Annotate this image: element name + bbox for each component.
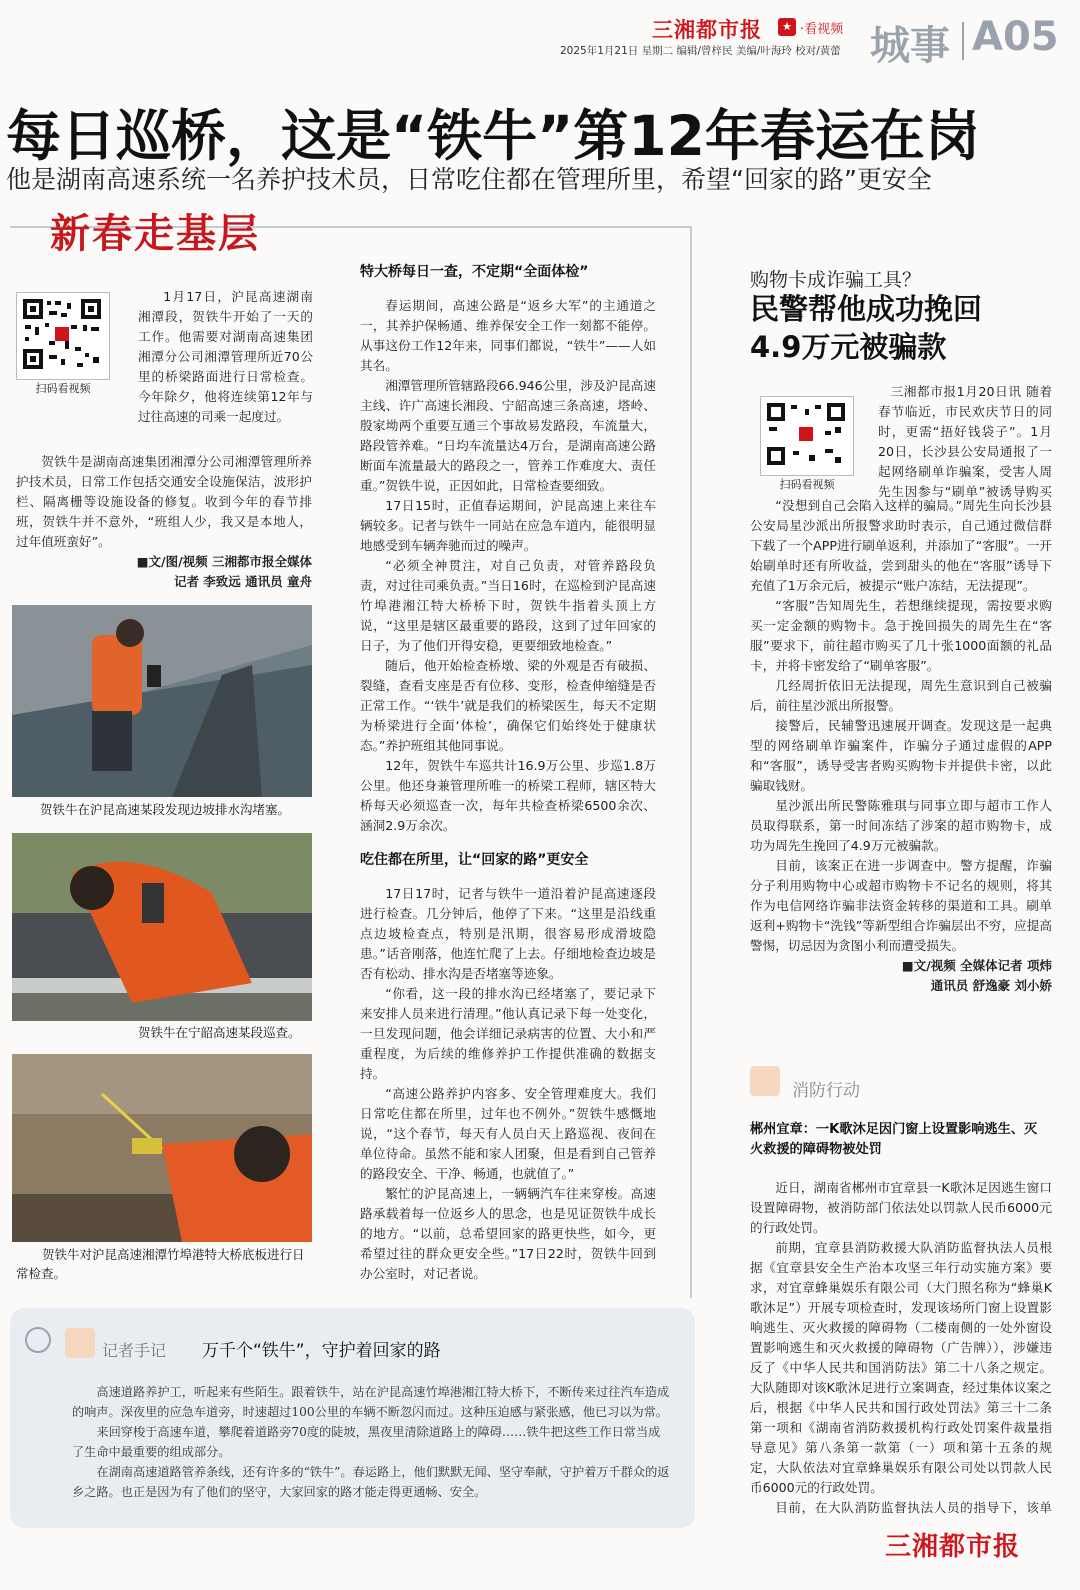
fraud-paragraph: “没想到自己会陷入这样的骗局。”周先生向长沙县公安局星沙派出所报警求助时表示，自己通过微信群下载了一个APP进行刷单返利，并添加了“客服”。一开始刷单时还有所收益，尝到甜头的他在“客服”诱导下充值了1万余元后，被提示“账户冻结，无法提现”。 xyxy=(750,498,1052,593)
fraud-title-line-2: 4.9万元被骗款 xyxy=(750,330,947,364)
fire-body xyxy=(750,1178,1052,1518)
fraud-body xyxy=(750,496,1052,996)
fraud-kicker: 购物卡成诈骗工具？ xyxy=(750,269,922,291)
worker-slope-photo-icon xyxy=(12,605,312,797)
body-paragraph: 湘潭管理所管辖路段66.946公里，涉及沪昆高速主线、许广高速长湘段、宁韶高速三条高速，塔岭、殷家坳两个重要互通三个事故易发路段，车流量大，路段管养难。“日均车流量达4万台，是湖南高速公路断面车流量最大的路段之一，管养工作难度大、责任重。”贺铁牛说，正因如此，日常检查要细致。 xyxy=(360,378,656,493)
body-paragraph: “必须全神贯注，对自己负责，对管养路段负责，对过往司乘负责。”当日16时，在巡检到沪昆高速竹埠港湘江特大桥桥下时，贺铁牛指着头顶上方说，“这里是辖区最重要的路段，这到了过年回家的日子，为了他们开得安稳，更要细致地检查。” xyxy=(360,558,656,653)
feature-byline: ■文/图/视频 三湘都市报全媒体 xyxy=(136,554,312,569)
newspaper-brand: 三湘都市报 xyxy=(652,18,762,42)
body-paragraph: 17日15时，正值春运期间，沪昆高速上来往车辆较多。记者与铁牛一同站在应急车道内，能很明显地感受到车辆奔驰而过的噪声。 xyxy=(360,498,656,553)
photo-patrol xyxy=(12,833,312,1021)
headline: 每日巡桥，这是“铁牛”第12年春运在岗 xyxy=(6,104,980,168)
photo-bridge xyxy=(12,1054,312,1242)
notes-body xyxy=(72,1382,672,1502)
fire-title: 郴州宜章：一K歌沐足因门窗上设置影响逃生、灭火救援的障碍物被处罚 xyxy=(750,1122,1038,1157)
fraud-paragraph: 几经周折依旧无法提现，周先生意识到自己被骗后，前往星沙派出所报警。 xyxy=(750,678,1052,713)
fraud-paragraph: 星沙派出所民警陈雅琪与同事立即与超市工作人员取得联系，第一时间冻结了涉案的超市购物卡，成功为周先生挽回了4.9万元被骗款。 xyxy=(750,798,1052,853)
fire-paragraph: 目前，在大队消防监督执法人员的指导下，该单 xyxy=(775,1500,1052,1515)
section-name: 城事 xyxy=(870,22,950,69)
worker-bridge-photo-icon xyxy=(12,1054,312,1242)
fraud-paragraph: 接警后，民辅警迅速展开调查。发现这是一起典型的网络刷单诈骗案件，诈骗分子通过虚假的APP和“客服”，诱导受害者购买购物卡并提供卡密，以此骗取钱财。 xyxy=(750,718,1052,793)
subheadline: 他是湖南高速系统一名养护技术员，日常吃住都在管理所里，希望“回家的路”更安全 xyxy=(6,165,932,194)
fraud-byline: ■文/视频 全媒体记者 项炜 xyxy=(901,958,1052,973)
notes-paragraph: 高速道路养护工，听起来有些陌生。跟着铁牛，站在沪昆高速竹埠港湘江特大桥下，不断传来过往汽车造成的响声。深夜里的应急车道旁，时速超过100公里的车辆不断忽闪而过。这种压迫感与紧张感，他已习以为常。 xyxy=(72,1385,670,1419)
dateline: 2025年1月21日 星期二 编辑/曾梓民 美编/叶海玲 校对/黄蕾 xyxy=(560,45,841,57)
fraud-title-line-1: 民警帮他成功挽回 xyxy=(750,292,983,326)
notes-pin-icon xyxy=(18,1320,58,1360)
qr-code-icon xyxy=(21,297,103,371)
page-number: A05 xyxy=(972,14,1059,60)
brand-logo-icon: ★ xyxy=(778,18,796,36)
body-paragraph: 春运期间，高速公路是“返乡大军”的主通道之一，其养护保畅通、维养保安全工作一刻都不能停。从事这份工作12年来，同事们都说，“铁牛”——人如其名。 xyxy=(360,298,656,373)
body-paragraph: 繁忙的沪昆高速上，一辆辆汽车往来穿梭。高速路承载着每一位返乡人的思念，也是见证贺铁牛成长的地方。“以前，总希望回家的路更快些，如今，更希望过往的群众更安全些。”17日22时，贺铁牛回到办公室时，对记者说。 xyxy=(360,1186,656,1281)
reporter-notes xyxy=(10,1308,695,1528)
video-label: ·看视频 xyxy=(800,22,844,37)
feature-banner: 新春走基层 xyxy=(50,210,260,257)
qr-label: 扫码看视频 xyxy=(779,478,835,491)
feature-lead-top xyxy=(138,287,313,427)
fraud-qr-block[interactable] xyxy=(760,396,854,492)
body-paragraph: 12年，贺铁牛车巡共计16.9万公里、步巡1.8万公里。他还身兼管理所唯一的桥梁工程师，辖区特大桥每天必须巡查一次，每年共检查桥梁6500余次、涵洞2.9万余次。 xyxy=(360,758,656,833)
feature-lead-bottom xyxy=(16,452,312,592)
body-paragraph: “你看，这一段的排水沟已经堵塞了，要记录下来安排人员来进行清理。”他认真记录下每一处变化，一旦发现问题，他会详细记录病害的位置、大小和严重程度，为后续的维修养护工作提供准确的数据支持。 xyxy=(360,986,656,1081)
masthead xyxy=(560,10,1075,69)
lead-paragraph-2: 贺铁牛是湖南高速集团湘潭分公司湘潭管理所养护技术员，日常工作包括交通安全设施保洁，波形护栏、隔离栅等设施设备的修复。收到今年的春节排班，贺铁牛并不意外，“班组人少，我又是本地人，过年值班蛮好”。 xyxy=(16,454,312,549)
footer-logo: 三湘都市报 xyxy=(885,1532,1021,1562)
qr-code[interactable] xyxy=(760,396,854,476)
qr-code-icon xyxy=(765,401,847,467)
fraud-byline-2: 通讯员 舒逸豪 刘小娇 xyxy=(930,978,1052,993)
notes-paragraph: 来回穿梭于高速车道，攀爬着道路旁70度的陡坡，黑夜里清除道路上的障碍……铁牛把这些工作日常当成了生命中最重要的组成部分。 xyxy=(72,1425,661,1459)
notes-paragraph: 在湖南高速道路管养条线，还有许多的“铁牛”。春运路上，他们默默无闻、坚守奉献，守护着万千群众的返乡之路。也正是因为有了他们的坚守，大家回家的路才能走得更通畅、安全。 xyxy=(72,1465,670,1499)
section-title-1: 特大桥每日一查，不定期“全面体检” xyxy=(360,264,589,280)
lead-paragraph: 1月17日，沪昆高速湖南湘潭段，贺铁牛开始了一天的工作。他需要对湖南高速集团湘潭分公司湘潭管理所近70公里的桥梁路面进行日常检查。今年除夕，他将连续第12年与过往高速的司乘一起度过。 xyxy=(138,289,313,424)
notes-title: 记者手记 xyxy=(102,1341,167,1360)
fire-tag-icon xyxy=(750,1066,780,1096)
qr-label: 扫码看视频 xyxy=(35,382,91,395)
fire-paragraph: 近日，湖南省郴州市宜章县一K歌沐足因逃生窗口设置障碍物，被消防部门依法处以罚款人民币6000元的行政处罚。 xyxy=(750,1180,1052,1235)
caption-3: 贺铁牛对沪昆高速湘潭竹埠港特大桥底板进行日常检查。 xyxy=(16,1247,305,1281)
feature-byline-2: 记者 李致远 通讯员 童舟 xyxy=(173,574,312,589)
fraud-paragraph: 目前，该案正在进一步调查中。警方提醒，诈骗分子利用购物中心或超市购物卡不记名的规则，将其作为电信网络诈骗非法资金转移的渠道和工具。刷单返利+购物卡“洗钱”等新型组合诈骗层出不穷，应提高警惕，切忌因为贪图小利而遭受损失。 xyxy=(750,858,1052,953)
photo-drainage xyxy=(12,605,312,797)
worker-guardrail-photo-icon xyxy=(12,833,312,1021)
caption-1: 贺铁牛在沪昆高速某段发现边坡排水沟堵塞。 xyxy=(40,802,291,817)
section-divider xyxy=(962,22,964,60)
body-paragraph: 17日17时，记者与铁牛一道沿着沪昆高速逐段进行检查。几分钟后，他停了下来。“这里是沿线重点边坡检查点，特别是汛期，很容易形成滑坡隐患。”话音刚落，他连忙爬了上去。仔细地检查边坡是否有松动、排水沟是否堵塞等迹象。 xyxy=(360,886,656,981)
notes-heading: 万千个“铁牛”，守护着回家的路 xyxy=(202,1341,441,1361)
fraud-paragraph: “客服”告知周先生，若想继续提现，需按要求购买一定金额的购物卡。急于挽回损失的周先生在“客服”要求下，前往超市购买了几十张1000面额的礼品卡，并将卡密发给了“刷单客服”。 xyxy=(750,598,1052,673)
fraud-lead: 三湘都市报1月20日讯 随着春节临近，市民欢庆节日的同时，更需“捂好钱袋子”。1月20日，长沙县公安局通报了一起网络刷单诈骗案，受害人周先生因参与“刷单”被诱导购买 xyxy=(878,384,1052,498)
fire-paragraph: 前期，宜章县消防救援大队消防监督执法人员根据《宜章县安全生产治本攻坚三年行动实施方案》要求，对宜章蜂巢娱乐有限公司（大门照名称为“蜂巢K歌沐足”）开展专项检查时，发现该场所门窗上设置影响逃生、灭火救援的障碍物（二楼南侧的一处外窗设置影响逃生和灭火救援的障碍物（广告牌）），涉嫌违反了《中华人民共和国消防法》第二十八条之规定。大队随即对该K歌沐足进行立案调查，经过集体议案之后，根据《中华人民共和国行政处罚法》第三十二条第一项和《湖南省消防救援机构行政处罚案件裁量指导意见》第八条第一款第（一）项和第十五条的规定，大队依法对宜章蜂巢娱乐有限公司处以罚款人民币6000元的行政处罚。 xyxy=(750,1240,1052,1495)
feature-qr-block[interactable] xyxy=(16,292,110,396)
body-paragraph: “高速公路养护内容多、安全管理难度大。我们日常吃住都在所里，过年也不例外。”贺铁牛感慨地说，“这个春节，每天有人员白天上路巡视、夜间在单位待命。虽然不能和家人团聚，但是看到自己管养的路段安全、干净、畅通，也就值了。” xyxy=(360,1086,656,1181)
fire-kicker: 消防行动 xyxy=(792,1081,860,1101)
caption-2: 贺铁牛在宁韶高速某段巡查。 xyxy=(138,1025,301,1040)
section-title-2: 吃住都在所里，让“回家的路”更安全 xyxy=(360,852,589,868)
qr-code[interactable] xyxy=(16,292,110,380)
feature-body xyxy=(360,262,656,1284)
fraud-title xyxy=(750,290,982,366)
fraud-lead-top xyxy=(878,382,1052,498)
body-paragraph: 随后，他开始检查桥墩、梁的外观是否有破损、裂缝，查看支座是否有位移、变形，检查伸缩缝是否正常工作。“‘铁牛’就是我们的桥梁医生，每天不定期为桥梁进行全面‘体检’，确保它们始终处于健康状态。”养护班组其他同事说。 xyxy=(360,658,656,753)
notes-tag-icon xyxy=(65,1328,95,1358)
